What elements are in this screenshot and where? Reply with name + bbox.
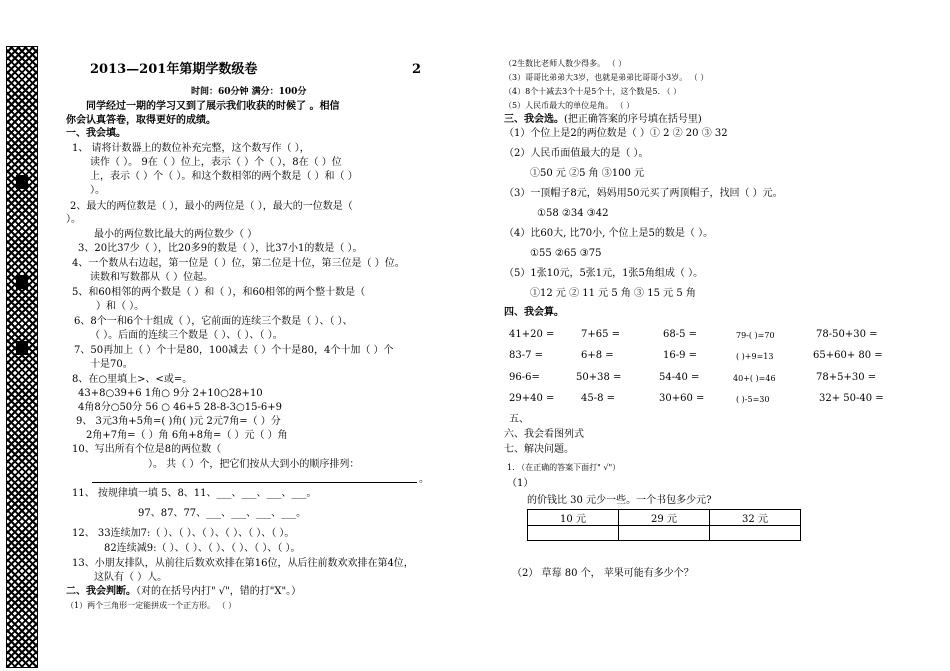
price-option: 29 元 bbox=[619, 510, 710, 526]
period-mark: 。 bbox=[419, 474, 429, 485]
question-line: （ ）。后面的连续三个数是（ ）、（ ）、（ ）。 bbox=[90, 330, 283, 341]
problem-2-text: （2） 草莓 80 个， 苹果可能有多少个？ bbox=[512, 568, 694, 579]
question-line: ）。 bbox=[90, 185, 105, 196]
question-line: 11、 按规律填一填 5、8、11、___、___、___、___。 bbox=[72, 488, 317, 499]
question-line: 2角+7角=（ ）角 6角+8角=（ ）元（ ）角 bbox=[86, 430, 288, 441]
calc-item: 41+20 = bbox=[509, 329, 555, 340]
question-line: 82连续减9:（ ）、（ ）、（ ）、（ ）、（ ）、（ ）。 bbox=[104, 543, 301, 554]
question-line: 7、50再加上（ ）个十是80，100减去（ ）个十是80，4个十加（ ）个 bbox=[74, 345, 394, 356]
question-line: 2、最大的两位数是（ ），最小的两位是（ ），最大的一位数是（ bbox=[70, 201, 353, 212]
question-line: 12、 33连续加7:（ ）、（ ）、（ ）、（ ）、（ ）、（ ）。 bbox=[72, 528, 295, 539]
question-line: 6、8个一和6个十组成（ ），它前面的连续三个数是（ ）、（ ）、 bbox=[74, 316, 353, 327]
calc-item: 40+( )=46 bbox=[733, 374, 776, 383]
question-line: 十是70。 bbox=[90, 359, 133, 370]
section-3-heading: 三、我会选。 bbox=[504, 114, 564, 125]
calc-item: 78+5+30 = bbox=[816, 372, 877, 383]
section-3-instruction: (把正确答案的序号填在括号里) bbox=[564, 114, 702, 125]
calc-item: 45-8 = bbox=[581, 393, 616, 404]
intro-line-2: 你会认真答卷，取得更好的成绩。 bbox=[66, 115, 216, 126]
calc-item: 65+60+ 80 = bbox=[813, 350, 883, 361]
question-line: 上，表示（ ）个（ ）。和这个数相邻的两个数是（ ）和（ ） bbox=[90, 171, 358, 182]
question-line: ）和（ ）。 bbox=[96, 301, 145, 312]
calc-item: 96-6= bbox=[509, 372, 540, 383]
exam-title: 2013—201年第期学数级卷 bbox=[90, 62, 258, 77]
section-4-heading: 四、我会算。 bbox=[504, 307, 564, 318]
choice-question: （5）1张10元，5张1元，1张5角组成（ ）。 bbox=[504, 268, 704, 279]
question-line: 1、 请将计数器上的数位补充完整，这个数写作（ ）， bbox=[72, 143, 310, 154]
choice-options: ①58 ②34 ③42 bbox=[537, 208, 609, 219]
price-option: 10 元 bbox=[528, 510, 619, 526]
question-line: 4角8分○50分 56 ○ 46+5 28-8-3○15-6+9 bbox=[78, 402, 282, 413]
question-line: 最小的两位数比最大的两位数少（ ） bbox=[94, 229, 258, 240]
question-line: 13、小朋友排队，从前往后数欢欢排在第16位，从后往前数欢欢排在第4位， bbox=[72, 558, 414, 569]
calc-item: 30+60 = bbox=[659, 393, 705, 404]
question-line: 这队有（ ）人。 bbox=[94, 572, 168, 583]
choice-options: ①55 ②65 ③75 bbox=[530, 248, 602, 259]
choice-options: ①50 元 ②5 角 ③100 元 bbox=[530, 168, 645, 179]
question-line: 9、 3元3角+5角=( )角( )元 2元7角=（ ）分 bbox=[76, 416, 281, 427]
exam-number: 2 bbox=[412, 62, 422, 77]
calc-item: 16-9 = bbox=[663, 350, 698, 361]
calc-item: 83-7 = bbox=[509, 350, 544, 361]
problem-1-sub: （1） bbox=[507, 478, 534, 489]
section-5-heading: 五、 bbox=[509, 414, 529, 425]
question-line: 43+8○39+6 1角○ 9分 2+10○28+10 bbox=[78, 388, 263, 399]
judge-item: （3）哥哥比弟弟大3岁，也就是弟弟比哥哥小3岁。 （ ） bbox=[504, 73, 709, 82]
section-1-heading: 一、我会填。 bbox=[66, 128, 126, 139]
binding-mark bbox=[16, 275, 28, 289]
calc-item: 68-5 = bbox=[663, 329, 698, 340]
answer-underline bbox=[92, 482, 417, 483]
question-line: ）。 bbox=[66, 214, 81, 225]
choice-question: （2）人民币面值最大的是（ ）。 bbox=[504, 148, 649, 159]
question-line: 读作（ ）。 9在（ ）位上，表示（ ）个（ ），8在（ ）位 bbox=[90, 157, 342, 168]
section-2-heading-row bbox=[66, 586, 301, 598]
choice-question: （4）比60大, 比70小, 个位上是5的数是（ ）。 bbox=[504, 228, 714, 239]
calc-item: ( )-5=30 bbox=[736, 395, 770, 404]
calc-item: 32+ 50-40 = bbox=[819, 393, 884, 404]
problem-1-label: 1. （在正确的答案下面打" √"） bbox=[507, 463, 621, 472]
price-table bbox=[527, 509, 801, 541]
section-6-heading: 六、我会看图列式 bbox=[504, 429, 584, 440]
price-option: 32 元 bbox=[710, 510, 801, 526]
calc-item: 79-( )=70 bbox=[736, 331, 775, 340]
time-info: 时间：60分钟 满分：100分 bbox=[191, 87, 307, 97]
calc-item: 7+65 = bbox=[581, 329, 621, 340]
answer-cell[interactable] bbox=[528, 526, 619, 541]
section-2-instruction: （对的在括号内打" √"，错的打"X"。） bbox=[136, 586, 302, 597]
calc-item: 54-40 = bbox=[659, 372, 700, 383]
judge-item: （4）8个十减去3个十是5个十，这个数是5. （ ） bbox=[504, 87, 682, 96]
question-line: 4、一个数从右边起，第一位是（ ）位，第二位是十位，第三位是（ ）位。 bbox=[72, 258, 405, 269]
judge-item: （1）两个三角形一定能拼成一个正方形。 （ ） bbox=[66, 601, 237, 610]
problem-1-text: 的价钱比 30 元少一些。一个书包多少元? bbox=[527, 495, 712, 506]
question-line: 10、写出所有个位是8的两位数（ bbox=[72, 444, 222, 455]
question-line: 8、在○里填上>、<或=。 bbox=[72, 374, 193, 385]
choice-options: ①12 元 ② 11 元 5 角 ③ 15 元 5 角 bbox=[530, 288, 696, 299]
binding-mark bbox=[16, 175, 28, 189]
calc-item: ( )+9=13 bbox=[736, 352, 774, 361]
choice-question: （1）个位上是2的两位数是（ ）① 2 ② 20 ③ 32 bbox=[504, 128, 728, 139]
judge-item: （2生数比老师人数少得多。 （ ） bbox=[504, 59, 627, 68]
choice-question: （3）一顶帽子8元，妈妈用50元买了两顶帽子，找回（ ）元。 bbox=[504, 188, 783, 199]
answer-cell[interactable] bbox=[710, 526, 801, 541]
calc-item: 29+40 = bbox=[509, 393, 555, 404]
question-line: 5、和60相邻的两个数是（ ）和（ ），和60相邻的两个整十数是（ bbox=[72, 287, 366, 298]
binding-strip bbox=[6, 46, 38, 668]
calc-item: 6+8 = bbox=[581, 350, 614, 361]
calc-item: 50+38 = bbox=[576, 372, 622, 383]
question-line: ）。 共（ ）个，把它们按从大到小的顺序排列： bbox=[148, 459, 360, 470]
answer-cell[interactable] bbox=[619, 526, 710, 541]
section-3-heading-row bbox=[504, 114, 702, 126]
question-line: 读数和写数都从（ ）位起。 bbox=[90, 272, 214, 283]
question-line: 3、20比37少（ ），比20多9的数是（ ），比37小1的数是（ ）。 bbox=[78, 243, 363, 254]
question-line: 97、87、77、___、___、___、___。 bbox=[138, 508, 307, 519]
section-2-heading: 二、我会判断。 bbox=[66, 586, 136, 597]
section-7-heading: 七、解决问题。 bbox=[504, 444, 574, 455]
binding-mark bbox=[16, 341, 28, 355]
intro-line-1: 同学经过一期的学习又到了展示我们收获的时候了 。相信 bbox=[86, 101, 340, 112]
judge-item: （5）人民币最大的单位是角。 （ ） bbox=[504, 101, 635, 110]
calc-item: 78-50+30 = bbox=[816, 329, 878, 340]
